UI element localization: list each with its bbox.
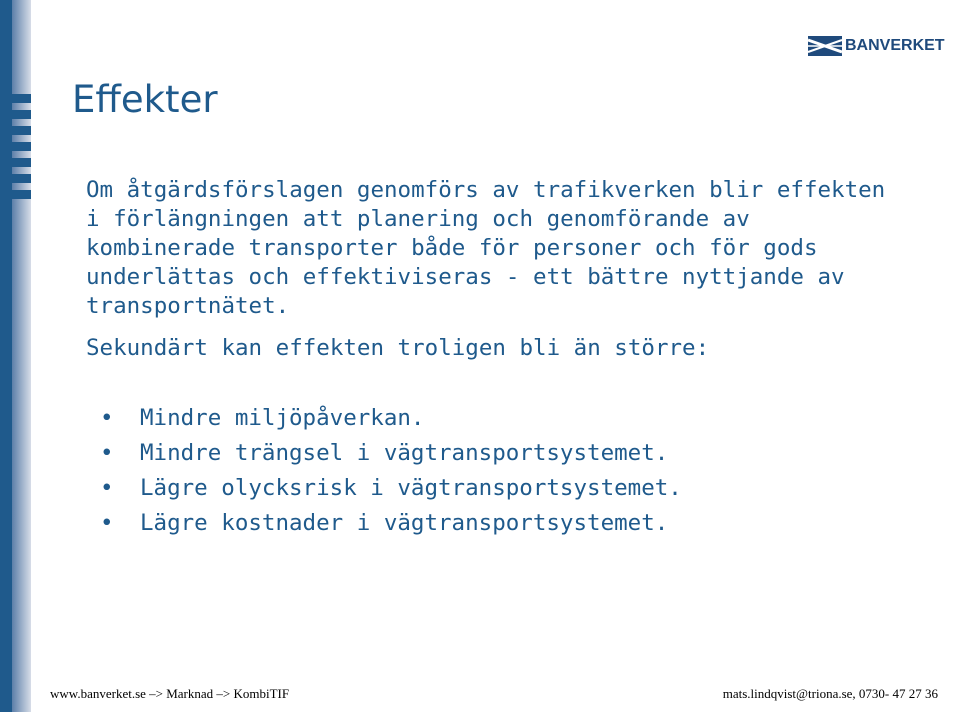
sidebar-stripes [0, 94, 31, 206]
bullet-item [100, 436, 682, 471]
bullet-item [100, 506, 682, 541]
footer-left-link-text: www.banverket.se –> Marknad –> KombiTIF [50, 686, 290, 701]
left-decorative-sidebar [0, 0, 31, 712]
bullet-dot-icon: • [100, 475, 114, 501]
banverket-logo-text: BANVERKET [845, 37, 945, 54]
bullet-dot-icon: • [100, 510, 114, 536]
slide-title: Effekter [72, 78, 218, 121]
sidebar-stripe [0, 158, 31, 167]
main-paragraph: Om åtgärdsförslagen genomförs av trafikverken blir effekten i förlängningen att planering och genomförande av kombinerade transporter både för personer och för gods underlättas och effektiviseras - ett bättre nyttjande av transportnätet. [86, 177, 886, 319]
sidebar-stripe [0, 190, 31, 199]
bullet-text: Mindre trängsel i vägtransportsystemet. [140, 440, 669, 466]
sidebar-stripe [0, 142, 31, 151]
effects-bullet-list [100, 401, 682, 541]
sidebar-stripe [0, 126, 31, 135]
sidebar-stripe [0, 174, 31, 183]
sidebar-stripe [0, 94, 31, 103]
bullet-dot-icon: • [100, 405, 114, 431]
sidebar-stripe [0, 110, 31, 119]
bullet-text: Mindre miljöpåverkan. [140, 405, 425, 431]
footer-right-contact: mats.lindqvist@triona.se, 0730- 47 27 36 [722, 686, 938, 701]
secondary-statement: Sekundärt kan effekten troligen bli än större: [86, 335, 710, 361]
bullet-text: Lägre kostnader i vägtransportsystemet. [140, 510, 669, 536]
bullet-item [100, 471, 682, 506]
bullet-item [100, 401, 682, 436]
bullet-text: Lägre olycksrisk i vägtransportsystemet. [140, 475, 682, 501]
bullet-dot-icon: • [100, 440, 114, 466]
